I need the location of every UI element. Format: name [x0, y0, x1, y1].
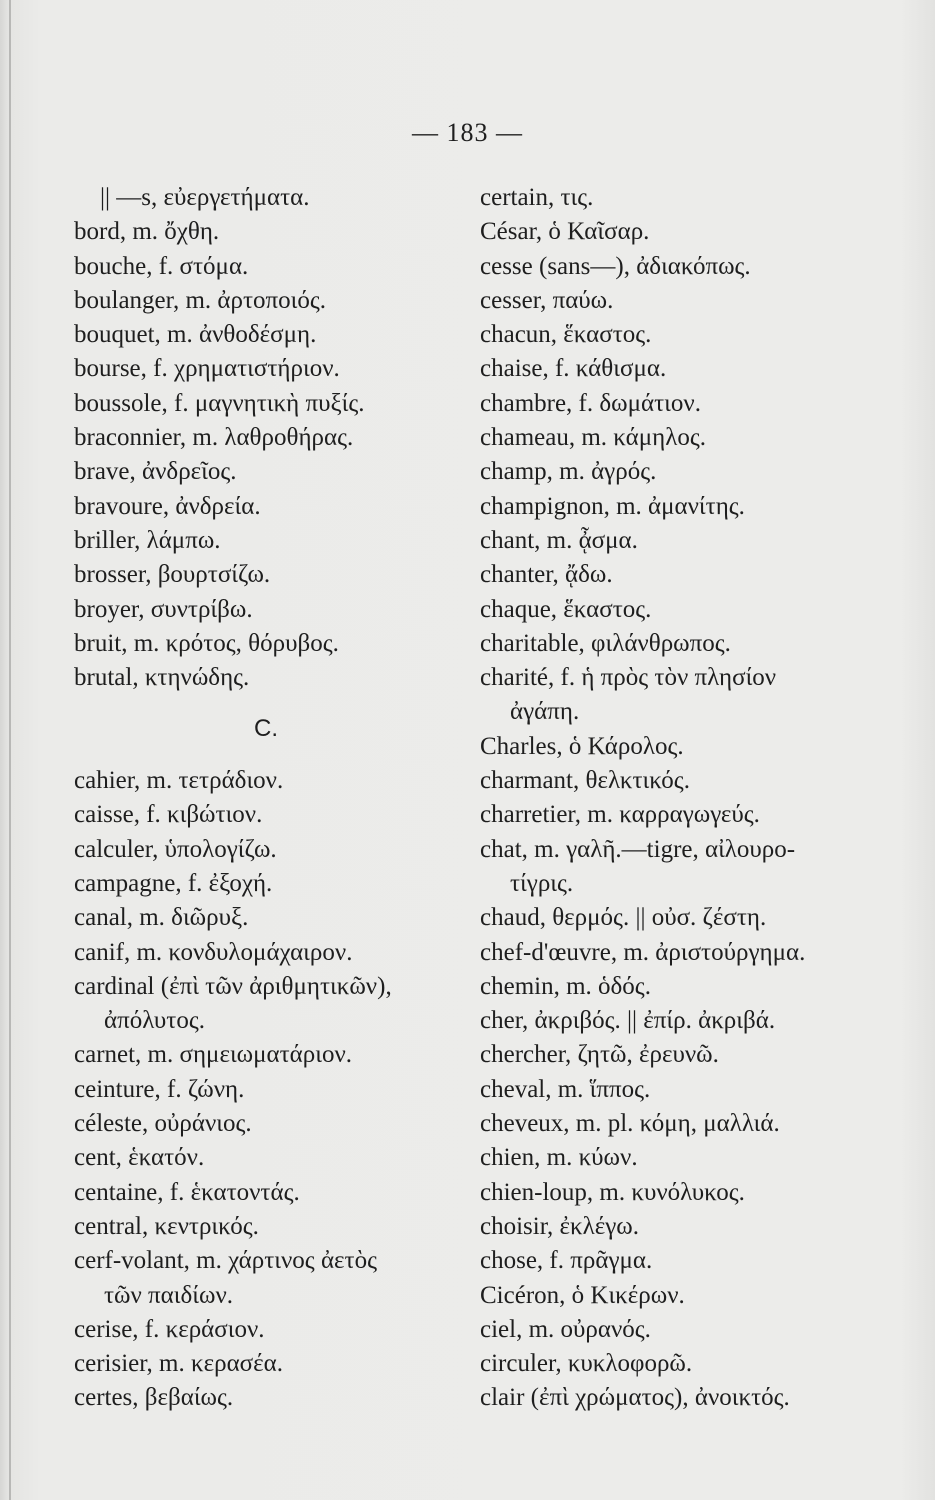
dictionary-entry: broyer, συντρίβω.	[74, 595, 253, 623]
dictionary-entry: bord, m. ὄχθη.	[74, 218, 220, 246]
page-number: — 183 —	[412, 118, 523, 147]
dictionary-entry: céleste, οὐράνιος.	[74, 1110, 252, 1138]
dictionary-entry: || —s, εὐεργετήματα.	[100, 184, 310, 211]
dictionary-entry: chien-loup, m. κυνόλυκος.	[480, 1178, 745, 1206]
dictionary-entry: brutal, κτηνώδης.	[74, 664, 250, 692]
dictionary-entry: τίγρις.	[510, 869, 574, 897]
dictionary-entry: certain, τις.	[480, 184, 594, 211]
dictionary-entry: charretier, m. καρραγωγεύς.	[480, 801, 760, 829]
dictionary-entry: choisir, ἐκλέγω.	[480, 1212, 640, 1240]
dictionary-entry: champignon, m. ἀμανίτης.	[480, 492, 745, 520]
dictionary-entry: τῶν παιδίων.	[104, 1281, 234, 1309]
dictionary-entry: chant, m. ᾆσμα.	[480, 526, 638, 554]
dictionary-entry: centaine, f. ἑκατοντάς.	[74, 1178, 300, 1206]
dictionary-entry: canal, m. διῶρυξ.	[74, 904, 249, 932]
dictionary-entry: cerf-volant, m. χάρτινος ἀετὸς	[74, 1247, 377, 1275]
dictionary-entry: charité, f. ἡ πρὸς τὸν πλησίον	[480, 664, 777, 692]
dictionary-entry: boulanger, m. ἀρτοποιός.	[74, 286, 327, 314]
dictionary-entry: bruit, m. κρότος, θόρυβος.	[74, 629, 339, 657]
dictionary-entry: chaise, f. κάθισμα.	[480, 355, 667, 383]
dictionary-entry: ἀπόλυτος.	[104, 1007, 205, 1035]
dictionary-entry: chose, f. πρᾶγμα.	[480, 1247, 653, 1275]
dictionary-entry: ceinture, f. ζώνη.	[74, 1075, 245, 1103]
dictionary-entry: cheveux, m. pl. κόμη, μαλλιά.	[480, 1110, 780, 1138]
dictionary-entry: chacun, ἕκαστος.	[480, 321, 652, 349]
dictionary-entry: central, κεντρικός.	[74, 1212, 259, 1240]
dictionary-entry: chaud, θερμός. || οὐσ. ζέστη.	[480, 904, 767, 932]
dictionary-entry: chanter, ᾄδω.	[480, 561, 613, 589]
dictionary-entry: César, ὁ Καῖσαρ.	[480, 218, 650, 246]
dictionary-entry: brave, ἀνδρεῖος.	[74, 458, 237, 486]
dictionary-entry: bouche, f. στόμα.	[74, 252, 249, 280]
dictionary-entry: cardinal (ἐπὶ τῶν ἀριθμητικῶν),	[74, 972, 392, 1000]
binding-edge	[9, 0, 11, 1500]
dictionary-entry: briller, λάμπω.	[74, 526, 221, 554]
dictionary-entry: chameau, m. κάμηλος.	[480, 424, 707, 452]
dictionary-entry: charitable, φιλάνθρωπος.	[480, 629, 731, 657]
dictionary-entry: braconnier, m. λαθροθήρας.	[74, 424, 354, 452]
dictionary-entry: ciel, m. οὐρανός.	[480, 1315, 651, 1343]
section-letter: C.	[254, 715, 278, 743]
dictionary-entry: chaque, ἕκαστος.	[480, 595, 652, 623]
right-column	[480, 181, 900, 1416]
dictionary-entry: cesse (sans—), ἀδιακόπως.	[480, 252, 751, 280]
dictionary-entry: circuler, κυκλοφορῶ.	[480, 1350, 693, 1378]
dictionary-entry: caisse, f. κιβώτιον.	[74, 801, 263, 829]
dictionary-entry: cheval, m. ἵππος.	[480, 1075, 651, 1103]
dictionary-entry: chien, m. κύων.	[480, 1144, 638, 1172]
dictionary-entry: bourse, f. χρηματιστήριον.	[74, 355, 340, 383]
dictionary-entry: cahier, m. τετράδιον.	[74, 767, 284, 795]
dictionary-entry: chercher, ζητῶ, ἐρευνῶ.	[480, 1041, 719, 1069]
dictionary-entry: cerisier, m. κερασέα.	[74, 1350, 283, 1378]
dictionary-entry: brosser, βουρτσίζω.	[74, 561, 271, 589]
dictionary-entry: chat, m. γαλῆ.—tigre, αἰλουρο-	[480, 835, 796, 863]
dictionary-entry: chemin, m. ὁδός.	[480, 972, 651, 1000]
dictionary-entry: certes, βεβαίως.	[74, 1384, 234, 1412]
dictionary-entry: champ, m. ἀγρός.	[480, 458, 657, 486]
dictionary-entry: bravoure, ἀνδρεία.	[74, 492, 261, 520]
dictionary-entry: canif, m. κονδυλομάχαιρον.	[74, 938, 353, 966]
dictionary-entry: cher, ἀκριβός. || ἐπίρ. ἀκριβά.	[480, 1007, 776, 1035]
dictionary-entry: clair (ἐπὶ χρώματος), ἀνοικτός.	[480, 1384, 790, 1412]
dictionary-entry: charmant, θελκτικός.	[480, 767, 690, 795]
dictionary-entry: chambre, f. δωμάτιον.	[480, 389, 701, 417]
dictionary-entry: boussole, f. μαγνητικὴ πυξίς.	[74, 389, 365, 417]
dictionary-entry: cent, ἑκατόν.	[74, 1144, 205, 1172]
dictionary-entry: calculer, ὑπολογίζω.	[74, 835, 277, 863]
dictionary-entry: carnet, m. σημειωματάριον.	[74, 1041, 353, 1069]
dictionary-entry: Cicéron, ὁ Κικέρων.	[480, 1281, 685, 1309]
dictionary-entry: cesser, παύω.	[480, 286, 614, 314]
dictionary-entry: cerise, f. κεράσιον.	[74, 1315, 265, 1343]
dictionary-entry: chef-d'œuvre, m. ἀριστούργημα.	[480, 938, 806, 966]
dictionary-entry: ἀγάπη.	[510, 698, 580, 726]
dictionary-entry: campagne, f. ἐξοχή.	[74, 869, 273, 897]
dictionary-entry: Charles, ὁ Κάρολος.	[480, 732, 684, 760]
dictionary-entry: bouquet, m. ἀνθοδέσμη.	[74, 321, 317, 349]
left-column	[74, 181, 494, 1416]
